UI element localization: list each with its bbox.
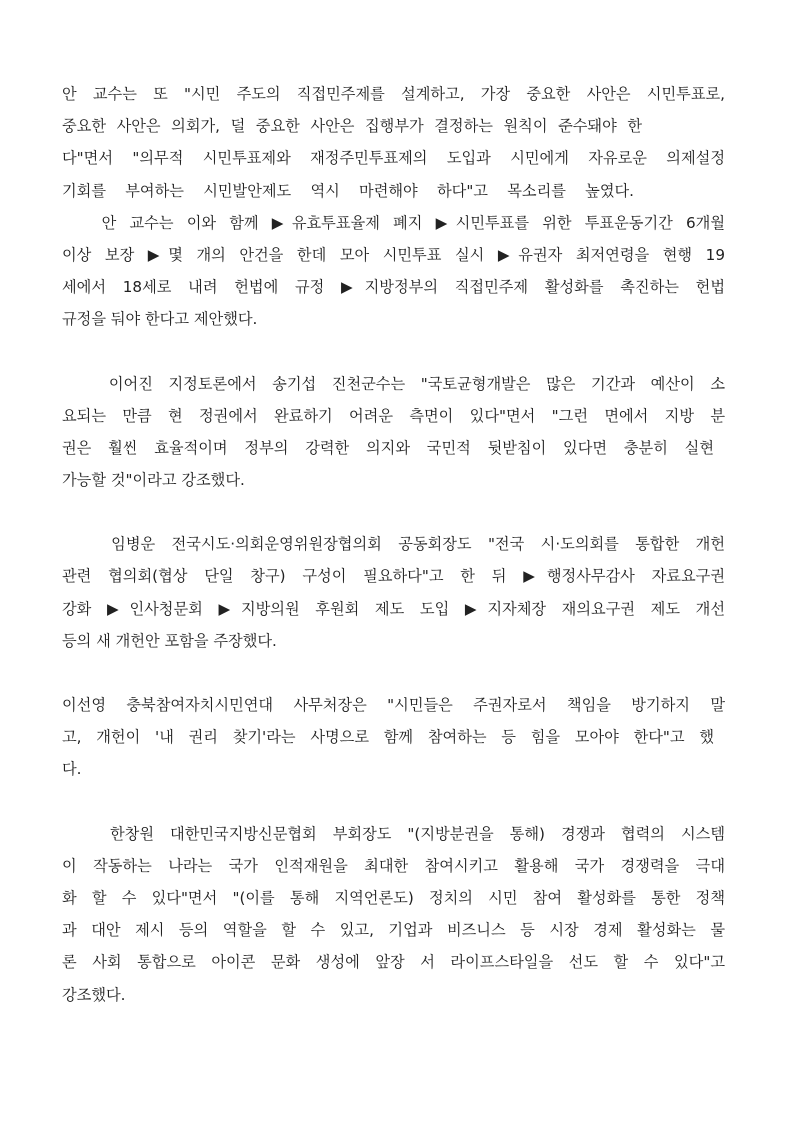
text-line: 요되는 만큼 현 정권에서 완료하기 어려운 측면이 있다"면서 "그런 면에서 지방 분 <box>62 406 725 425</box>
text-line: 중요한 사안은 의회가, 덜 중요한 사안은 집행부가 결정하는 원칙이 준수돼야 한 <box>62 117 642 136</box>
text-line: 강화 ▶인사청문회 ▶지방의원 후원회 제도 도입 ▶지자체장 재의요구권 제도 개선 <box>62 599 725 618</box>
text-line: 과 대안 제시 등의 역할을 할 수 있고, 기업과 비즈니스 등 시장 경제 활성화는 물 <box>62 921 725 940</box>
text-line: 규정을 둬야 한다고 제안했다. <box>62 310 258 329</box>
text-line: 강조했다. <box>62 985 126 1004</box>
text-line: 안 교수는 이와 함께 ▶유효투표율제 폐지 ▶시민투표를 위한 투표운동기간 6개월 <box>62 213 725 232</box>
text-line: 이어진 지정토론에서 송기섭 진천군수는 "국토균형개발은 많은 기간과 예산이 소 <box>62 374 725 393</box>
paragraph-lee <box>62 689 725 786</box>
paragraph-gap <box>62 786 725 818</box>
text-line: 이 작동하는 나라는 국가 인적재원을 최대한 참여시키고 활용해 국가 경쟁력을 극대 <box>62 856 725 875</box>
text-line: 세에서 18세로 내려 헌법에 규정 ▶지방정부의 직접민주제 활성화를 촉진하는 헌법 <box>62 278 725 297</box>
text-line: 기회를 부여하는 시민발안제도 역시 마련해야 하다"고 목소리를 높였다. <box>62 181 634 200</box>
text-line: 다. <box>62 760 82 779</box>
paragraph-lim <box>62 528 725 657</box>
paragraph-proposals <box>62 78 725 336</box>
text-line: 임병운 전국시도·의회운영위원장협의회 공동회장도 "전국 시·도의회를 통합한 개헌 <box>62 535 725 554</box>
text-line: 등의 새 개헌안 포함을 주장했다. <box>62 631 277 650</box>
text-line: 한창원 대한민국지방신문협회 부회장도 "(지방분권을 통해) 경쟁과 협력의 시스템 <box>62 824 725 843</box>
paragraph-gap <box>62 496 725 528</box>
text-line: 론 사회 통합으로 아이콘 문화 생성에 앞장 서 라이프스타일을 선도 할 수 있다"고 <box>62 953 725 972</box>
text-line: 화 할 수 있다"면서 "(이를 통해 지역언론도) 정치의 시민 참여 활성화를 통한 정책 <box>62 888 725 907</box>
paragraph-gap <box>62 657 725 689</box>
text-line: 가능할 것"이라고 강조했다. <box>62 471 245 490</box>
paragraph-gap <box>62 336 725 368</box>
text-line: 고, 개헌이 '내 권리 찾기'라는 사명으로 함께 참여하는 등 힘을 모아야 한다"고 했 <box>62 728 714 747</box>
text-line: 이상 보장 ▶몇 개의 안건을 한데 모아 시민투표 실시 ▶유권자 최저연령을 현행 19 <box>62 245 725 264</box>
text-line: 다"면서 "의무적 시민투표제와 재정주민투표제의 도입과 시민에게 자유로운 의제설정 <box>62 149 725 168</box>
paragraph-han <box>62 818 725 1011</box>
text-line: 관련 협의회(협상 단일 창구) 구성이 필요하다"고 한 뒤 ▶행정사무감사 자료요구권 <box>62 567 725 586</box>
text-line: 이선영 충북참여자치시민연대 사무처장은 "시민들은 주권자로서 책임을 방기하지 말 <box>62 696 725 714</box>
text-line: 권은 훨씬 효율적이며 정부의 강력한 의지와 국민적 뒷받침이 있다면 충분히 실현 <box>62 438 714 457</box>
text-line: 안 교수는 또 "시민 주도의 직접민주제를 설계하고, 가장 중요한 사안은 시민투표로, <box>62 85 725 103</box>
paragraph-song <box>62 368 725 497</box>
